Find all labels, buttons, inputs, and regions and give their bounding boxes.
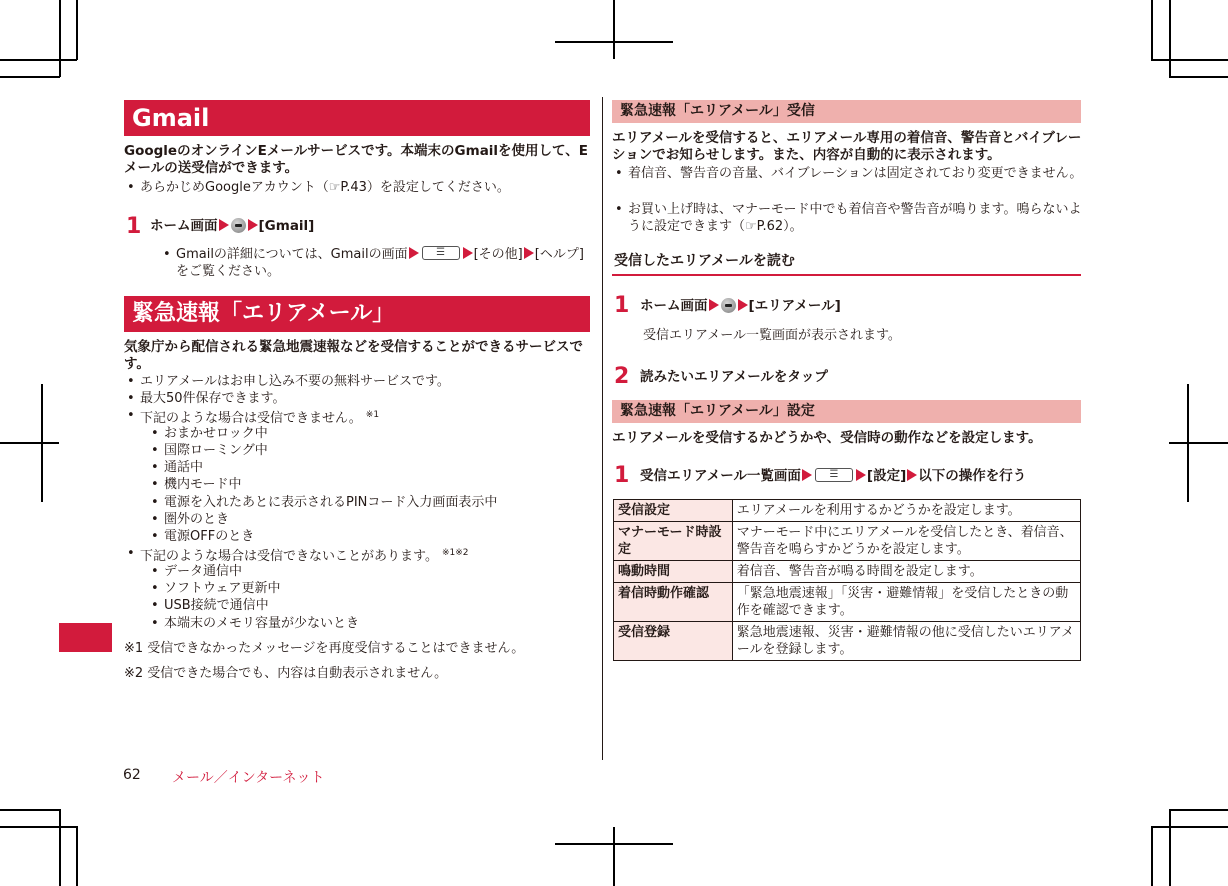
- step-number: 2: [614, 364, 630, 389]
- section-header-gmail: [124, 100, 590, 136]
- apps-button-icon: [231, 218, 246, 233]
- setting-key: 着信時動作確認: [614, 583, 733, 622]
- setting-desc: 着信音、警告音が鳴る時間を設定します。: [732, 561, 1080, 583]
- crop-mark: [76, 0, 78, 60]
- crop-mark: [1169, 76, 1228, 78]
- sub-bullet: • 本端末のメモリ容量が少ないとき: [148, 615, 359, 632]
- step-number: 1: [126, 214, 142, 239]
- read-step-1: ホーム画面 [エリアメール]: [640, 298, 841, 314]
- sub-bullet: • 電源OFFのとき: [148, 528, 254, 545]
- areamail-lead: 気象庁から配信される緊急地震速報などを受信することができるサービスです。: [124, 339, 583, 372]
- receive-bullet: • お買い上げ時は、マナーモード中でも着信音や警告音が鳴ります。鳴らないように設定できます（☞P.62）。: [612, 201, 1083, 235]
- sub-bullet: • 通話中: [148, 459, 203, 476]
- table-row: [614, 561, 1081, 583]
- section-title: Gmail: [132, 104, 210, 132]
- settings-step-1: 受信エリアメール一覧画面 ☰ [設定] 以下の操作を行う: [640, 467, 1026, 485]
- arrow-icon: [709, 299, 719, 311]
- page-number: 62: [123, 767, 141, 783]
- sub-bullet: • 機内モード中: [148, 476, 241, 493]
- arrow-icon: [248, 219, 258, 231]
- read-heading: 受信したエリアメールを読む: [614, 253, 795, 269]
- arrow-icon: [802, 469, 812, 481]
- sub-bullet: • 国際ローミング中: [148, 442, 268, 459]
- crop-mark: [0, 809, 60, 811]
- sub-bullet: • 圏外のとき: [148, 511, 229, 528]
- arrow-icon: [907, 469, 917, 481]
- crop-mark: [1169, 809, 1228, 811]
- crop-mark: [59, 0, 61, 77]
- footnote-2: ※2 受信できた場合でも、内容は自動表示されません。: [124, 666, 448, 681]
- arrow-icon: [738, 299, 748, 311]
- crop-mark: [1169, 0, 1171, 77]
- sub-bullet: • 電源を入れたあとに表示されるPINコード入力画面表示中: [148, 494, 497, 511]
- gmail-lead: GoogleのオンラインEメールサービスです。本端末のGmailを使用して、Eメールの送受信ができます。: [124, 143, 589, 176]
- section-header-settings: 緊急速報「エリアメール」設定: [612, 400, 1081, 423]
- pointing-hand-icon: ☞: [745, 219, 757, 234]
- setting-desc: マナーモード中にエリアメールを受信したとき、着信音、警告音を鳴らすかどうかを設定します。: [732, 522, 1080, 561]
- crop-mark: [1151, 826, 1228, 828]
- crop-mark: [0, 76, 60, 78]
- menu-key-icon: [815, 468, 853, 482]
- step-number: 1: [614, 463, 630, 488]
- arrow-icon: [524, 247, 534, 259]
- crop-mark: [1151, 59, 1228, 61]
- crop-mark: [1151, 0, 1153, 60]
- setting-desc: 緊急地震速報、災害・避難情報の他に受信したいエリアメールを登録します。: [732, 622, 1080, 661]
- setting-key: マナーモード時設定: [614, 522, 733, 561]
- pointing-hand-icon: ☞: [328, 180, 341, 195]
- arrow-icon: [463, 247, 473, 259]
- read-step-1-desc: 受信エリアメール一覧画面が表示されます。: [643, 328, 901, 343]
- arrow-icon: [219, 219, 229, 231]
- receive-bullet: • 着信音、警告音の音量、バイブレーションは固定されており変更できません。: [612, 165, 1083, 182]
- settings-table: [613, 499, 1081, 661]
- menu-key-icon: [422, 246, 460, 260]
- sub-bullet: • おまかせロック中: [148, 425, 268, 442]
- footnote-1: ※1 受信できなかったメッセージを再度受信することはできません。: [124, 641, 525, 656]
- registration-mark: [613, 0, 615, 59]
- setting-key: 受信設定: [614, 500, 733, 522]
- crop-mark: [1151, 826, 1153, 886]
- crop-mark: [1169, 809, 1171, 886]
- areamail-bullet: • エリアメールはお申し込み不要の無料サービスです。: [124, 373, 450, 390]
- page-section: メール／インターネット: [172, 770, 325, 786]
- read-step-2: 読みたいエリアメールをタップ: [640, 369, 828, 385]
- crop-mark: [76, 826, 78, 886]
- receive-lead: エリアメールを受信すると、エリアメール専用の着信音、警告音とバイブレーションでお知らせします。また、内容が自動的に表示されます。: [612, 130, 1082, 163]
- arrow-icon: [856, 469, 866, 481]
- crop-mark: [0, 826, 77, 828]
- gmail-step-note: • Gmailの詳細については、Gmailの画面 ☰ [その他] [ヘルプ]をご覧ください。: [160, 246, 586, 280]
- setting-desc: エリアメールを利用するかどうかを設定します。: [732, 500, 1080, 522]
- areamail-bullet: • 下記のような場合は受信できません。 $^{※1}$: [124, 407, 379, 427]
- sub-bullet: • ソフトウェア更新中: [148, 580, 280, 597]
- apps-button-icon: [721, 298, 736, 313]
- setting-desc: 「緊急地震速報」「災害・避難情報」を受信したときの動作を確認できます。: [732, 583, 1080, 622]
- registration-mark: [613, 827, 615, 886]
- heading-underline: [612, 274, 1081, 276]
- sub-bullet: • USB接続で通信中: [148, 597, 269, 614]
- index-tab: [59, 623, 112, 652]
- areamail-bullet: • 最大50件保存できます。: [124, 390, 286, 407]
- setting-key: 鳴動時間: [614, 561, 733, 583]
- table-row: [614, 583, 1081, 622]
- crop-mark: [0, 59, 77, 61]
- registration-mark: [0, 442, 59, 444]
- gmail-bullet: • あらかじめGoogleアカウント（☞P.43）を設定してください。: [124, 179, 600, 196]
- section-header-areamail: [124, 296, 590, 332]
- table-row: [614, 522, 1081, 561]
- section-title: 緊急速報「エリアメール」: [132, 301, 395, 326]
- areamail-bullet: • 下記のような場合は受信できないことがあります。 $^{※1※2}$: [124, 545, 469, 565]
- sub-bullet: • データ通信中: [148, 563, 242, 580]
- section-header-receive: 緊急速報「エリアメール」受信: [612, 100, 1081, 123]
- arrow-icon: [409, 247, 419, 259]
- setting-key: 受信登録: [614, 622, 733, 661]
- gmail-step-1: ホーム画面 [Gmail]: [150, 218, 315, 234]
- settings-lead: エリアメールを受信するかどうかや、受信時の動作などを設定します。: [612, 430, 1042, 446]
- crop-mark: [59, 809, 61, 886]
- table-row: [614, 500, 1081, 522]
- column-divider: [602, 97, 603, 760]
- registration-mark: [1169, 442, 1228, 444]
- table-row: [614, 622, 1081, 661]
- step-number: 1: [614, 293, 630, 318]
